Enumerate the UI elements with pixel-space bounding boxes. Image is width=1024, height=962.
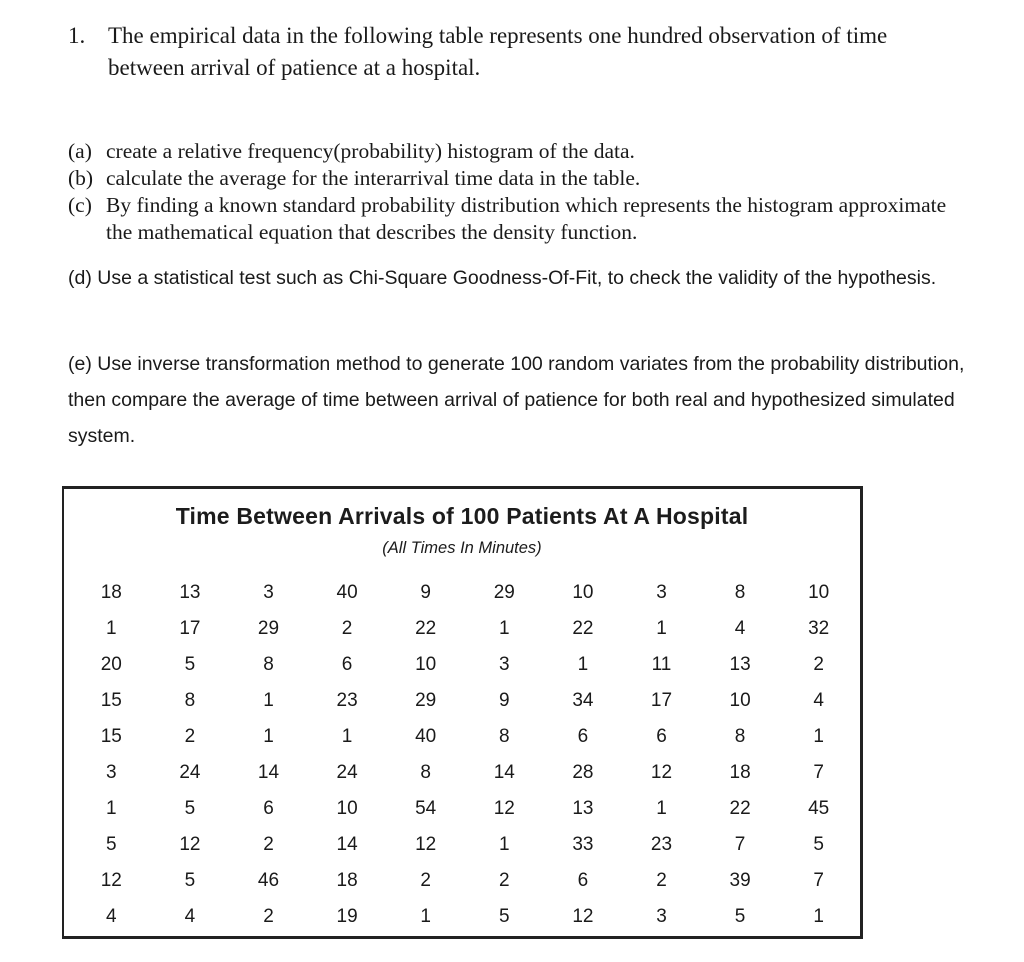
table-cell: 5 bbox=[499, 906, 510, 927]
table-cell: 9 bbox=[499, 690, 510, 711]
table-cell: 12 bbox=[493, 798, 515, 819]
table-cell: 1 bbox=[341, 726, 353, 747]
question-text: The empirical data in the following table represents one hundred observation of time between arrival of patience at a hospital. bbox=[108, 23, 888, 80]
table-cell: 34 bbox=[572, 690, 594, 711]
table-cell: 8 bbox=[184, 690, 196, 711]
part-label: (d) bbox=[68, 267, 92, 289]
table-cell: 5 bbox=[184, 654, 196, 675]
table-cell: 13 bbox=[572, 798, 594, 819]
table-cell: 4 bbox=[184, 906, 196, 927]
table-cell: 1 bbox=[813, 906, 824, 927]
data-grid bbox=[72, 575, 858, 935]
table-cell: 15 bbox=[100, 690, 122, 711]
table-cell: 1 bbox=[577, 654, 589, 675]
table-cell: 15 bbox=[100, 726, 122, 747]
table-cell: 10 bbox=[808, 582, 830, 603]
table-cell: 1 bbox=[263, 690, 274, 711]
table-cell: 18 bbox=[100, 582, 122, 603]
part-label: (b) bbox=[68, 166, 94, 190]
part-text: Use a statistical test such as Chi-Square Goodness-Of-Fit, to check the validity of the hypothesis. bbox=[97, 267, 937, 289]
table-cell: 2 bbox=[184, 726, 196, 747]
table-cell: 12 bbox=[179, 834, 201, 855]
table-cell: 29 bbox=[493, 582, 515, 603]
table-cell: 6 bbox=[341, 654, 353, 675]
arrival-times-table bbox=[62, 486, 863, 939]
question-number: 1. bbox=[68, 23, 86, 48]
table-cell: 13 bbox=[729, 654, 751, 675]
table-cell: 5 bbox=[184, 870, 196, 891]
table-cell: 2 bbox=[499, 870, 510, 891]
table-cell: 22 bbox=[572, 618, 594, 639]
table-cell: 8 bbox=[734, 582, 746, 603]
table-cell: 24 bbox=[179, 762, 201, 783]
table-cell: 12 bbox=[572, 906, 594, 927]
table-cell: 3 bbox=[106, 762, 117, 783]
table-cell: 10 bbox=[415, 654, 437, 675]
table-cell: 23 bbox=[650, 834, 673, 855]
table-cell: 6 bbox=[577, 726, 589, 747]
table-cell: 1 bbox=[106, 618, 117, 639]
table-cell: 1 bbox=[499, 834, 510, 855]
table-cell: 39 bbox=[729, 870, 751, 891]
table-cell: 1 bbox=[813, 726, 824, 747]
part-c bbox=[68, 192, 968, 246]
table-cell: 17 bbox=[650, 690, 673, 711]
table-subtitle: (All Times In Minutes) bbox=[382, 539, 542, 557]
table-cell: 29 bbox=[257, 618, 280, 639]
table-cell: 2 bbox=[420, 870, 431, 891]
table-cell: 13 bbox=[179, 582, 201, 603]
part-text: By finding a known standard probability distribution which represents the histogram approximate the mathematical equation that describes the density function. bbox=[106, 193, 947, 244]
table-cell: 3 bbox=[656, 906, 667, 927]
part-text: calculate the average for the interarrival time data in the table. bbox=[106, 166, 641, 190]
table-cell: 54 bbox=[415, 798, 437, 819]
part-a bbox=[68, 138, 968, 165]
table-cell: 8 bbox=[499, 726, 510, 747]
part-label: (c) bbox=[68, 193, 92, 217]
table-cell: 7 bbox=[734, 834, 746, 855]
table-cell: 7 bbox=[813, 762, 824, 783]
table-cell: 1 bbox=[499, 618, 510, 639]
table-cell: 1 bbox=[106, 798, 117, 819]
table-cell: 4 bbox=[813, 690, 824, 711]
table-cell: 18 bbox=[729, 762, 751, 783]
table-cell: 1 bbox=[420, 906, 431, 927]
table-cell: 29 bbox=[415, 690, 437, 711]
part-label: (e) bbox=[68, 353, 92, 375]
table-cell: 2 bbox=[813, 654, 824, 675]
table-cell: 10 bbox=[729, 690, 751, 711]
table-cell: 12 bbox=[650, 762, 673, 783]
part-label: (a) bbox=[68, 139, 92, 163]
table-cell: 12 bbox=[100, 870, 122, 891]
table-cell: 17 bbox=[179, 618, 201, 639]
table-cell: 2 bbox=[263, 906, 274, 927]
table-cell: 23 bbox=[336, 690, 358, 711]
table-cell: 20 bbox=[100, 654, 122, 675]
table-cell: 24 bbox=[336, 762, 358, 783]
table-cell: 40 bbox=[415, 726, 437, 747]
table-cell: 6 bbox=[656, 726, 667, 747]
question-1 bbox=[68, 20, 968, 84]
part-b bbox=[68, 165, 968, 192]
part-text: Use inverse transformation method to generate 100 random variates from the probability distribution, then compare the average of time between arrival of patience for both real and hypothesized simulated system. bbox=[68, 353, 965, 447]
table-cell: 14 bbox=[493, 762, 515, 783]
table-cell: 8 bbox=[420, 762, 431, 783]
part-text: create a relative frequency(probability) histogram of the data. bbox=[106, 139, 635, 163]
table-cell: 5 bbox=[734, 906, 746, 927]
table-cell: 18 bbox=[336, 870, 358, 891]
table-cell: 3 bbox=[263, 582, 274, 603]
table-cell: 2 bbox=[263, 834, 274, 855]
table-cell: 1 bbox=[656, 798, 667, 819]
part-d bbox=[68, 260, 1003, 296]
table-cell: 14 bbox=[257, 762, 280, 783]
table-cell: 4 bbox=[106, 906, 117, 927]
table-cell: 5 bbox=[184, 798, 196, 819]
table-cell: 22 bbox=[729, 798, 751, 819]
table-cell: 8 bbox=[734, 726, 746, 747]
table-cell: 22 bbox=[415, 618, 437, 639]
table-cell: 6 bbox=[263, 798, 274, 819]
part-e bbox=[68, 346, 1003, 454]
table-cell: 11 bbox=[651, 654, 672, 675]
table-cell: 45 bbox=[808, 798, 830, 819]
table-cell: 12 bbox=[415, 834, 437, 855]
table-cell: 3 bbox=[499, 654, 510, 675]
table-cell: 19 bbox=[336, 906, 358, 927]
table-cell: 6 bbox=[577, 870, 589, 891]
table-cell: 10 bbox=[336, 798, 358, 819]
table-cell: 4 bbox=[734, 618, 746, 639]
table-cell: 10 bbox=[572, 582, 594, 603]
table-cell: 28 bbox=[572, 762, 594, 783]
table-cell: 2 bbox=[341, 618, 353, 639]
table-cell: 7 bbox=[813, 870, 824, 891]
table-cell: 33 bbox=[572, 834, 594, 855]
table-cell: 1 bbox=[656, 618, 667, 639]
table-cell: 3 bbox=[656, 582, 667, 603]
table-cell: 46 bbox=[257, 870, 280, 891]
table-cell: 8 bbox=[263, 654, 274, 675]
table-cell: 5 bbox=[106, 834, 117, 855]
table-title: Time Between Arrivals of 100 Patients At A Hospital bbox=[175, 503, 749, 529]
table-cell: 40 bbox=[336, 582, 358, 603]
table-cell: 32 bbox=[808, 618, 830, 639]
table-cell: 1 bbox=[263, 726, 274, 747]
table-cell: 5 bbox=[813, 834, 824, 855]
table-cell: 14 bbox=[336, 834, 358, 855]
table-cell: 9 bbox=[420, 582, 431, 603]
table-cell: 2 bbox=[656, 870, 667, 891]
